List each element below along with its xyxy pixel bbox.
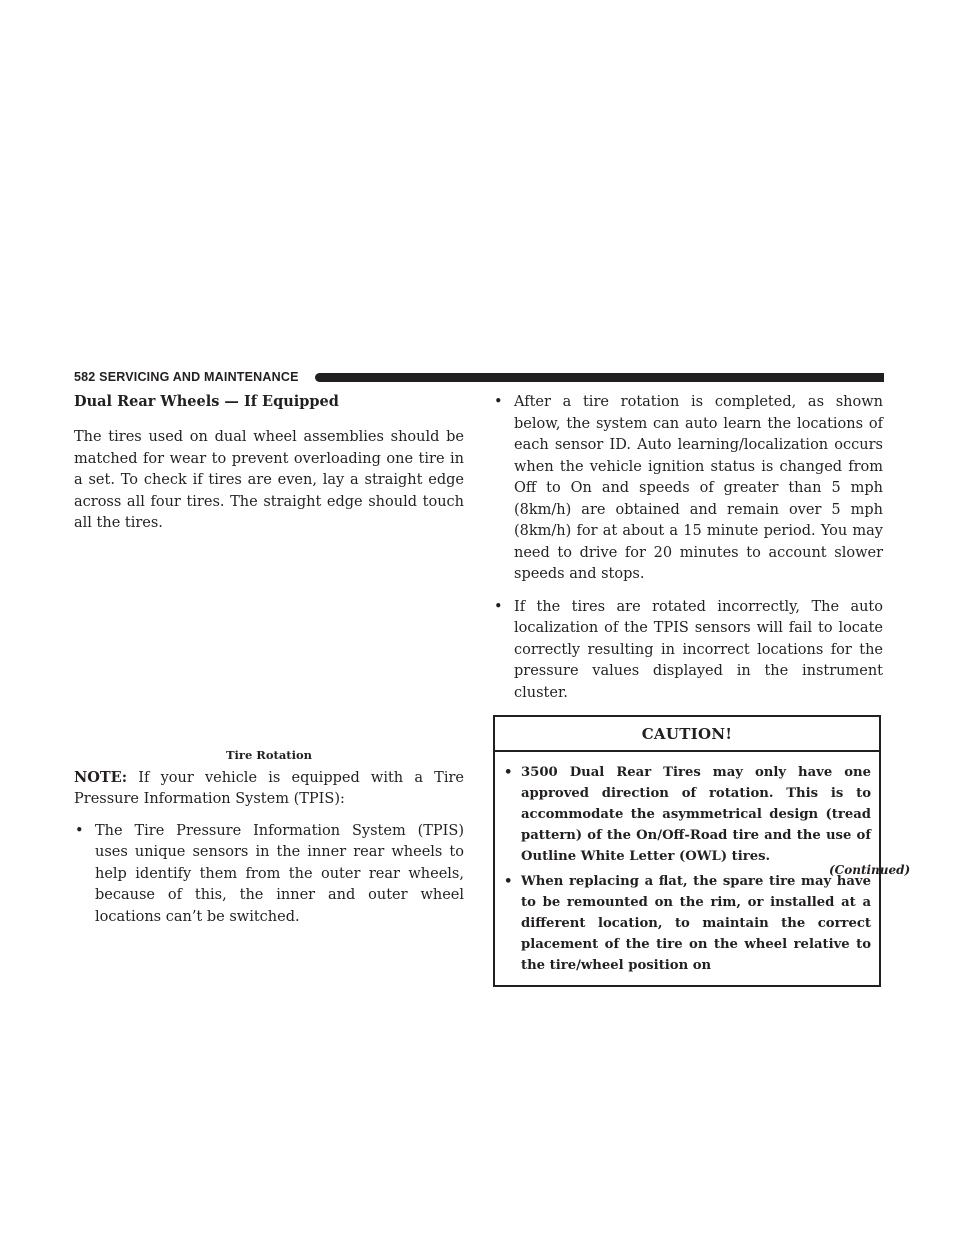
caution-body (495, 752, 879, 985)
section-heading: Dual Rear Wheels — If Equipped (74, 393, 339, 410)
list-item-text: If the tires are rotated incorrectly, The auto localization of the TPIS sensors will fail to locate correctly resulting in incorrect locations for the pressure values displayed in the instrument cluster. (514, 598, 883, 701)
caution-title: CAUTION! (495, 717, 879, 752)
list-item (74, 821, 464, 929)
bullet-icon: • (494, 394, 503, 410)
list-item-text: The Tire Pressure Information System (TPIS) uses unique sensors in the inner rear wheels to help identify them from the outer rear wheels, because of this, the inner and outer wheel locations can’t be switched. (95, 822, 464, 925)
bullet-icon: • (504, 765, 513, 780)
note-paragraph (74, 767, 464, 811)
list-item (493, 392, 883, 586)
bullet-icon: • (494, 598, 503, 615)
right-bullet-list (493, 392, 883, 704)
list-item (493, 597, 883, 705)
caution-item (504, 871, 871, 976)
right-column (493, 392, 883, 987)
page-number: 582 (74, 370, 96, 384)
header-rule (315, 373, 884, 382)
page-header (74, 367, 884, 387)
bullet-icon: • (504, 874, 513, 889)
intro-paragraph: The tires used on dual wheel assemblies should be matched for wear to prevent overloading one tire in a set. To check if tires are even, lay a straight edge across all four tires. The straight edge should touch all the tires. (74, 429, 464, 531)
left-bullet-list (74, 821, 464, 929)
header-title (74, 370, 299, 384)
section-title: SERVICING AND MAINTENANCE (99, 370, 299, 384)
continued-label: (Continued) (829, 863, 911, 877)
left-column (74, 392, 464, 939)
list-item-text: After a tire rotation is completed, as shown below, the system can auto learn the locations of each sensor ID. Auto learning/localization occurs when the vehicle ignition status is changed from Off to On and speeds of greater than 5 mph (8km/h) are obtained and remain over 5 mph (8km/h) for at about a 15 minute period. You may need to drive for 20 minutes to account slower speeds and stops. (514, 394, 883, 582)
figure-caption: Tire Rotation (225, 747, 312, 762)
caution-item-text: 3500 Dual Rear Tires may only have one approved direction of rotation. This is to accommodate the asymmetrical design (tread pattern) of the On/Off-Road tire and the use of Outline White Letter (OWL) tires. (521, 765, 871, 864)
note-text: If your vehicle is equipped with a Tire Pressure Information System (TPIS): (74, 769, 464, 807)
caution-item-text: When replacing a flat, the spare tire may have to be remounted on the rim, or installed at a different location, to maintain the correct placement of the tire on the wheel relative to the tire/wheel position on (521, 874, 871, 973)
caution-box (493, 715, 881, 987)
note-label: NOTE: (74, 768, 128, 786)
figure-area (74, 535, 464, 747)
caution-item (504, 762, 871, 867)
bullet-icon: • (75, 822, 84, 839)
